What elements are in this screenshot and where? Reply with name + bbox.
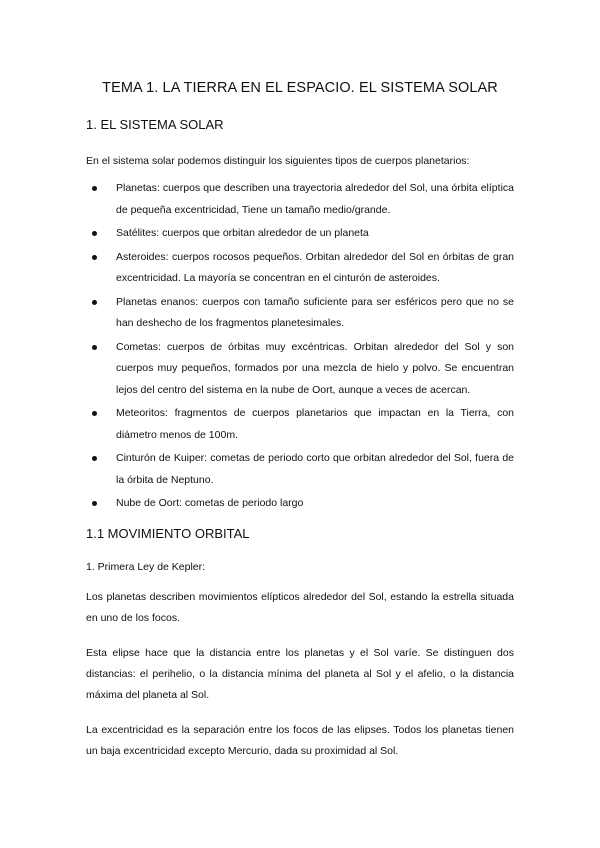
list-item-text: Asteroides: cuerpos rocosos pequeños. Orbitan alrededor del Sol en órbitas de gran excentricidad. La mayoría se concentran en el cinturón de asteroides.	[116, 250, 514, 284]
list-item	[86, 292, 514, 335]
bullet-icon	[92, 186, 97, 191]
list-item-text: Planetas enanos: cuerpos con tamaño suficiente para ser esféricos pero que no se han deshecho de los fragmentos planetesimales.	[116, 295, 514, 329]
bullet-list-cuerpos	[86, 178, 514, 515]
list-item	[86, 493, 514, 515]
list-item-text: Cometas: cuerpos de órbitas muy excéntricas. Orbitan alrededor del Sol y son cuerpos muy pequeños, formados por una mezcla de hielo y polvo. Se encuentran lejos del centro del sistema en la nube de Oort, aunque a veces de acercan.	[116, 340, 514, 396]
bullet-icon	[92, 231, 97, 236]
intro-paragraph: En el sistema solar podemos distinguir los siguientes tipos de cuerpos planetarios:	[86, 155, 470, 167]
subheading-kepler: 1. Primera Ley de Kepler:	[86, 560, 206, 573]
list-item	[86, 178, 514, 221]
bullet-icon	[92, 345, 97, 350]
section-heading-sistema-solar: 1. EL SISTEMA SOLAR	[86, 117, 224, 132]
list-item	[86, 448, 514, 491]
list-item-text: Planetas: cuerpos que describen una trayectoria alrededor del Sol, una órbita elíptica de pequeña excentricidad, Tiene un tamaño medio/grande.	[116, 182, 514, 216]
list-item	[86, 247, 514, 290]
bullet-icon	[92, 300, 97, 305]
bullet-icon	[92, 501, 97, 506]
list-item-text: Meteoritos: fragmentos de cuerpos planetarios que impactan en la Tierra, con diámetro menos de 100m.	[116, 407, 514, 441]
list-item-text: Nube de Oort: cometas de periodo largo	[116, 497, 304, 509]
paragraph-kepler-1: Los planetas describen movimientos elípticos alrededor del Sol, estando la estrella situada en uno de los focos.	[86, 590, 514, 624]
document-title: TEMA 1. LA TIERRA EN EL ESPACIO. EL SISTEMA SOLAR	[102, 80, 498, 96]
list-item-text: Cinturón de Kuiper: cometas de periodo corto que orbitan alrededor del Sol, fuera de la órbita de Neptuno.	[116, 452, 514, 486]
bullet-icon	[92, 255, 97, 260]
bullet-icon	[92, 411, 97, 416]
bullet-icon	[92, 456, 97, 461]
list-item-text: Satélites: cuerpos que orbitan alrededor de un planeta	[116, 227, 369, 239]
list-item	[86, 337, 514, 402]
paragraph-kepler-3: La excentricidad es la separación entre los focos de las elipses. Todos los planetas tienen un baja excentricidad excepto Mercurio, dada su proximidad al Sol.	[86, 723, 514, 757]
section-heading-movimiento-orbital: 1.1 MOVIMIENTO ORBITAL	[86, 525, 250, 541]
list-item	[86, 403, 514, 446]
list-item	[86, 223, 514, 245]
paragraph-kepler-2: Esta elipse hace que la distancia entre los planetas y el Sol varíe. Se distinguen dos distancias: el perihelio, o la distancia mínima del planeta al Sol y el afelio, o la distancia máxima del planeta al Sol.	[86, 646, 514, 701]
